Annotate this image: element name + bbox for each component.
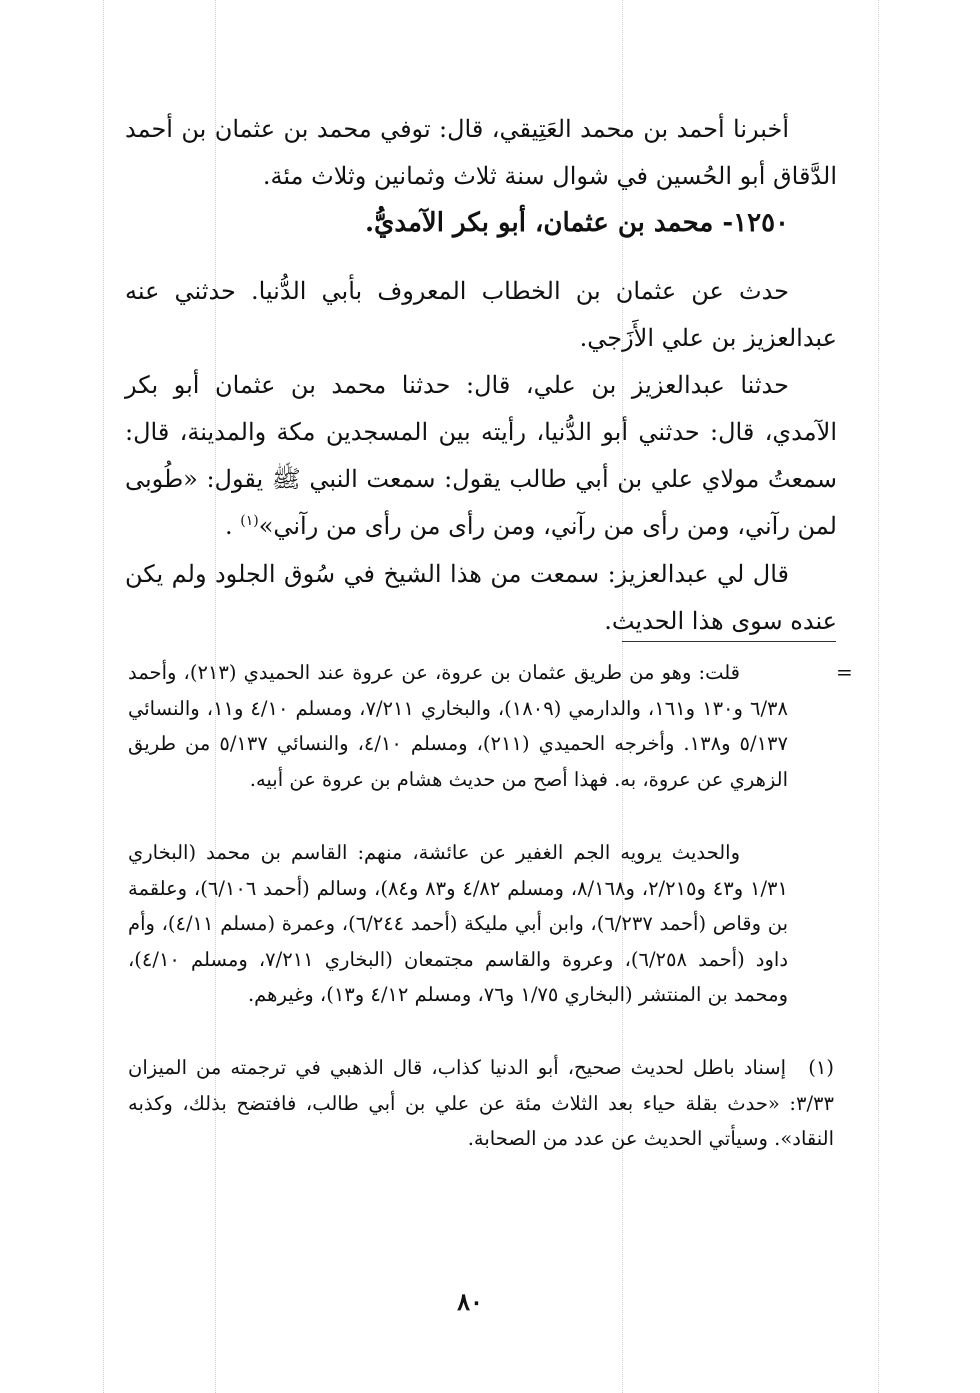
- footnote-paragraph: [128, 1050, 834, 1157]
- footnote-continued-a: [128, 655, 788, 797]
- footnote-number: (١): [808, 1056, 834, 1079]
- scan-artifact-line: [103, 0, 104, 1393]
- paragraph-narration: حدث عن عثمان بن الخطاب المعروف بأبي الدُّنيا. حدثني عنه عبدالعزيز بن علي الأَزَجي.: [125, 277, 837, 352]
- hadith-end: .: [224, 512, 233, 540]
- footnote-paragraph: قلت: وهو من طريق عثمان بن عروة، عن عروة عند الحميدي (٢١٣)، وأحمد ٦/٣٨ و١٣٠ و١٦١، والدارمي (١٨٠٩)، والبخاري ٧/٢١١، ومسلم ٤/١٠ و١١، والنسائي ٥/١٣٧ و١٣٨. وأخرجه الحميدي (٢١١)، ومسلم ٤/١٠، والنسائي ٥/١٣٧ من طريق الزهري عن عروة، به. فهذا أصح من حديث هشام بن عروة عن أبيه.: [128, 661, 788, 791]
- footnote-1: [128, 1050, 834, 1157]
- main-text-hadith: [125, 362, 837, 550]
- paragraph-death-report: أخبرنا أحمد بن محمد العَتِيقي، قال: توفي محمد بن عثمان بن أحمد الدَّقاق أبو الحُسين في شوال سنة ثلاث وثمانين وثلاث مئة.: [125, 115, 837, 190]
- scan-artifact-line: [878, 0, 879, 1393]
- hadith-text: حدثنا عبدالعزيز بن علي، قال: حدثنا محمد بن عثمان أبو بكر الآمدي، قال: حدثني أبو الدُّنيا، رأيته بين المسجدين مكة والمدينة، قال: سمعتُ مولاي علي بن أبي طالب يقول: سمعت النبي ﷺ يقول: «طُوبى لمن رآني، ومن رأى من رآني، ومن رأى من رأى من رآني»: [125, 371, 838, 540]
- paragraph-hadith: [125, 362, 837, 550]
- paragraph-remark: قال لي عبدالعزيز: سمعت من هذا الشيخ في سُوق الجلود ولم يكن عنده سوى هذا الحديث.: [125, 560, 837, 635]
- main-text-final: [125, 551, 837, 645]
- entry-heading: ١٢٥٠- محمد بن عثمان، أبو بكر الآمديُّ.: [364, 208, 789, 238]
- main-text-continued: [125, 268, 837, 362]
- continuation-mark: =: [836, 660, 853, 684]
- main-text: [125, 106, 837, 247]
- footnote-text: إسناد باطل لحديث صحيح، أبو الدنيا كذاب، قال الذهبي في ترجمته من الميزان ٣/٣٣: «حدث بقلة حياء بعد الثلاث مئة عن علي بن أبي طالب، فافتضح بذلك، وكذبه النقاد». وسيأتي الحديث عن عدد من الصحابة.: [128, 1056, 834, 1150]
- footnote-divider: [622, 641, 836, 642]
- page-number: ٨٠: [457, 1287, 483, 1316]
- footnote-continued-b: [128, 835, 788, 1013]
- footnote-paragraph: والحديث يرويه الجم الغفير عن عائشة، منهم: القاسم بن محمد (البخاري ١/٣١ و٤٣ و٢/٢١٥، و٨/١٦٨، ومسلم ٤/٨٢ و٨٣ و٨٤)، وسالم (أحمد ٦/١٠٦)، وعلقمة بن وقاص (أحمد ٦/٢٣٧)، وابن أبي مليكة (أحمد ٦/٢٤٤)، وعمرة (مسلم ٤/١١)، وأم داود (أحمد ٦/٢٥٨)، وعروة والقاسم مجتمعان (البخاري ٧/٢١١، ومسلم ٤/١٠)، ومحمد بن المنتشر (البخاري ١/٧٥ و٧٦، ومسلم ٤/١٢ و١٣)، وغيرهم.: [128, 841, 789, 1006]
- footnote-reference[interactable]: (١): [240, 513, 259, 529]
